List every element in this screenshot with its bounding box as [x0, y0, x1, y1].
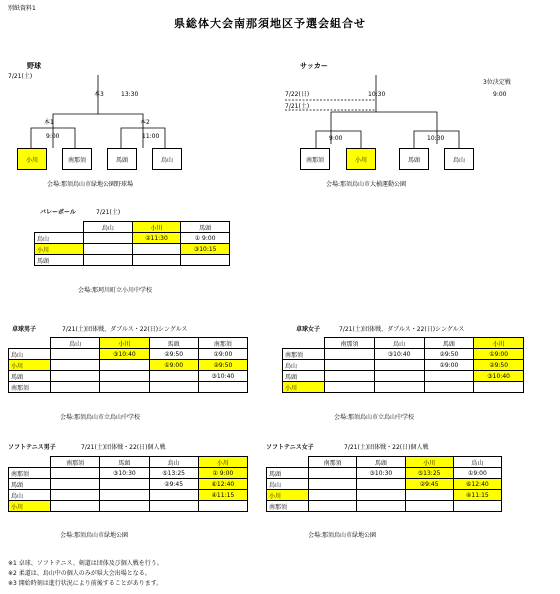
- st-girls-table: [266, 456, 502, 512]
- col-header: 烏山: [453, 457, 501, 468]
- table-cell: [424, 382, 474, 393]
- table-cell: [474, 382, 524, 393]
- col-header: 小川: [405, 457, 453, 468]
- table-cell: [198, 382, 247, 393]
- table-row: [267, 490, 502, 501]
- table-cell: ③10:40: [474, 371, 524, 382]
- note-2: ※2 柔道は、烏山中の個人のみが県大会出場となる。: [8, 570, 151, 577]
- tt-boys-table: [8, 337, 248, 393]
- table-cell: ⑤13:25: [149, 468, 198, 479]
- col-header: 小川: [474, 338, 524, 349]
- table-cell: [325, 349, 375, 360]
- row-header: 馬頭: [9, 479, 51, 490]
- table-cell: ⑥12:40: [198, 479, 247, 490]
- table-cell: [84, 244, 133, 255]
- table-cell: [149, 371, 198, 382]
- tt-girls-info: 7/21(土)団体戦、ダブルス・22(日)シングルス: [339, 326, 465, 333]
- table-row: [35, 233, 230, 244]
- soccer-team: 小川: [346, 148, 376, 170]
- col-header: 烏山: [51, 338, 100, 349]
- table-cell: [357, 479, 405, 490]
- table-row: [267, 468, 502, 479]
- table-cell: [132, 244, 181, 255]
- row-header: 小川: [267, 490, 309, 501]
- soccer-title: サッカー: [300, 62, 328, 70]
- table-row: [283, 349, 524, 360]
- table-cell: [51, 382, 100, 393]
- table-cell: [149, 490, 198, 501]
- row-header: 馬頭: [283, 371, 325, 382]
- table-row: [9, 501, 248, 512]
- row-header: 小川: [9, 501, 51, 512]
- st-girls-info: 7/21(土)団体戦・22(日)個人戦: [344, 444, 429, 451]
- table-cell: ②9:50: [198, 360, 247, 371]
- table-cell: [374, 371, 424, 382]
- table-cell: [51, 371, 100, 382]
- table-cell: [149, 501, 198, 512]
- table-header-row: [9, 457, 248, 468]
- table-corner: [9, 457, 51, 468]
- table-corner: [283, 338, 325, 349]
- table-cell: ① 9:00: [181, 233, 230, 244]
- table-cell: [453, 501, 501, 512]
- table-row: [35, 244, 230, 255]
- table-cell: ②9:50: [424, 349, 474, 360]
- table-row: [9, 382, 248, 393]
- document-ref: 別紙資料1: [8, 5, 36, 12]
- tt-girls-table: [282, 337, 524, 393]
- table-cell: ③10:30: [100, 468, 149, 479]
- table-cell: ①9:00: [453, 468, 501, 479]
- col-header: 南那須: [309, 457, 357, 468]
- table-cell: [374, 382, 424, 393]
- table-header-row: [267, 457, 502, 468]
- row-header: 南那須: [9, 468, 51, 479]
- row-header: 馬頭: [9, 371, 51, 382]
- tt-girls-venue: 会場:那須烏山市立烏山中学校: [334, 414, 415, 421]
- table-cell: [325, 382, 375, 393]
- table-cell: [51, 360, 100, 371]
- col-header: 南那須: [325, 338, 375, 349]
- table-cell: [309, 501, 357, 512]
- col-header: 馬頭: [100, 457, 149, 468]
- st-boys-venue: 会場:那須烏山市緑地公園: [60, 532, 129, 539]
- table-row: [9, 360, 248, 371]
- table-cell: ②9:45: [149, 479, 198, 490]
- volleyball-venue: 会場:那珂川町立小川中学校: [78, 287, 153, 294]
- row-header: 烏山: [283, 360, 325, 371]
- table-cell: ①9:00: [474, 349, 524, 360]
- table-corner: [267, 457, 309, 468]
- baseball-sf1-time: 9:00: [46, 133, 60, 140]
- row-header: 馬頭: [267, 468, 309, 479]
- st-girls-venue: 会場:那須烏山市緑地公園: [308, 532, 377, 539]
- table-cell: [325, 360, 375, 371]
- col-header: 小川: [132, 222, 181, 233]
- volleyball-title: バレーボール: [40, 209, 76, 216]
- tt-boys-info: 7/21(土)団体戦、ダブルス・22(日)シングルス: [62, 326, 188, 333]
- table-cell: [51, 349, 100, 360]
- table-cell: [100, 360, 149, 371]
- baseball-team: 南那須: [62, 148, 92, 170]
- table-row: [9, 490, 248, 501]
- table-header-row: [283, 338, 524, 349]
- table-header-row: [9, 338, 248, 349]
- baseball-venue: 会場:那須烏山市緑地公園野球場: [47, 181, 134, 188]
- table-header-row: [35, 222, 230, 233]
- table-row: [267, 501, 502, 512]
- table-corner: [35, 222, 84, 233]
- table-cell: [132, 255, 181, 266]
- soccer-third-time: 9:00: [493, 91, 507, 98]
- table-cell: [100, 371, 149, 382]
- table-cell: [100, 479, 149, 490]
- soccer-team: 烏山: [444, 148, 474, 170]
- baseball-sf1-court: 本1: [44, 119, 54, 126]
- table-cell: ②9:50: [149, 349, 198, 360]
- table-row: [283, 371, 524, 382]
- row-header: 烏山: [35, 233, 84, 244]
- soccer-venue: 会場:那須烏山市大桶運動公園: [326, 181, 407, 188]
- row-header: 南那須: [267, 501, 309, 512]
- table-row: [283, 360, 524, 371]
- note-3: ※3 開始時刻は進行状況により前後することがあります。: [8, 580, 163, 587]
- table-cell: ③10:40: [374, 349, 424, 360]
- tt-girls-title: 卓球女子: [296, 326, 321, 333]
- col-header: 馬頭: [424, 338, 474, 349]
- table-cell: [357, 490, 405, 501]
- table-row: [9, 468, 248, 479]
- table-cell: [51, 479, 100, 490]
- table-row: [9, 479, 248, 490]
- soccer-team: 馬頭: [399, 148, 429, 170]
- baseball-sf2-court: 本2: [140, 119, 150, 126]
- table-cell: ②9:45: [405, 479, 453, 490]
- col-header: 馬頭: [357, 457, 405, 468]
- table-cell: [374, 360, 424, 371]
- baseball-final-court: 本3: [94, 91, 104, 98]
- col-header: 小川: [198, 457, 247, 468]
- row-header: 南那須: [283, 349, 325, 360]
- col-header: 烏山: [84, 222, 133, 233]
- st-boys-table: [8, 456, 248, 512]
- table-cell: [198, 501, 247, 512]
- tt-boys-venue: 会場:那須烏山市立烏山中学校: [60, 414, 141, 421]
- row-header: 小川: [35, 244, 84, 255]
- col-header: 南那須: [198, 338, 247, 349]
- table-cell: [100, 490, 149, 501]
- col-header: 馬頭: [149, 338, 198, 349]
- row-header: 烏山: [267, 479, 309, 490]
- table-cell: ①9:00: [198, 349, 247, 360]
- soccer-date-1: 7/22(日): [285, 91, 310, 98]
- table-cell: ③10:15: [181, 244, 230, 255]
- table-row: [9, 349, 248, 360]
- table-cell: [84, 255, 133, 266]
- table-cell: [357, 501, 405, 512]
- table-cell: [181, 255, 230, 266]
- table-row: [283, 382, 524, 393]
- table-cell: ①9:00: [149, 360, 198, 371]
- soccer-sf2-time: 10:30: [427, 135, 445, 142]
- st-boys-title: ソフトテニス男子: [8, 444, 56, 451]
- soccer-third-place: 3位決定戦: [483, 79, 511, 86]
- note-1: ※1 卓球、ソフトテニス、剣道は団体及び個人戦を行う。: [8, 560, 163, 567]
- volleyball-date: 7/21(土): [96, 209, 121, 216]
- table-cell: ③10:40: [198, 371, 247, 382]
- st-boys-info: 7/21(土)団体戦・22(日)個人戦: [81, 444, 166, 451]
- table-cell: [309, 479, 357, 490]
- table-cell: [84, 233, 133, 244]
- table-cell: [100, 382, 149, 393]
- page-title: 県総体大会南那須地区予選会組合せ: [174, 17, 366, 30]
- table-cell: ⑤13:25: [405, 468, 453, 479]
- table-cell: [309, 468, 357, 479]
- baseball-team: 小川: [17, 148, 47, 170]
- row-header: 南那須: [9, 382, 51, 393]
- soccer-final-time: 10:30: [368, 91, 386, 98]
- row-header: 小川: [283, 382, 325, 393]
- table-cell: [100, 501, 149, 512]
- table-cell: ①9:00: [424, 360, 474, 371]
- table-cell: [149, 382, 198, 393]
- table-corner: [9, 338, 51, 349]
- table-cell: ⑥12:40: [453, 479, 501, 490]
- volleyball-table: [34, 221, 230, 266]
- col-header: 南那須: [51, 457, 100, 468]
- table-cell: ④11:15: [453, 490, 501, 501]
- soccer-date-2: 7/21(土): [285, 103, 310, 110]
- baseball-team: 烏山: [152, 148, 182, 170]
- table-cell: [51, 468, 100, 479]
- baseball-sf2-time: 11:00: [142, 133, 160, 140]
- row-header: 烏山: [9, 349, 51, 360]
- col-header: 烏山: [149, 457, 198, 468]
- table-cell: [51, 490, 100, 501]
- soccer-team: 南那須: [300, 148, 330, 170]
- table-cell: ④11:15: [198, 490, 247, 501]
- table-cell: ②9:50: [474, 360, 524, 371]
- table-cell: [51, 501, 100, 512]
- table-row: [35, 255, 230, 266]
- row-header: 烏山: [9, 490, 51, 501]
- col-header: 馬頭: [181, 222, 230, 233]
- soccer-sf1-time: 9:00: [329, 135, 343, 142]
- baseball-date: 7/21(土): [8, 73, 33, 80]
- table-cell: ③10:40: [100, 349, 149, 360]
- table-cell: [405, 501, 453, 512]
- row-header: 小川: [9, 360, 51, 371]
- table-cell: [424, 371, 474, 382]
- table-cell: [405, 490, 453, 501]
- table-cell: ②11:30: [132, 233, 181, 244]
- table-cell: ③10:30: [357, 468, 405, 479]
- col-header: 烏山: [374, 338, 424, 349]
- baseball-final-time: 13:30: [121, 91, 139, 98]
- table-cell: [309, 490, 357, 501]
- row-header: 馬頭: [35, 255, 84, 266]
- table-row: [267, 479, 502, 490]
- st-girls-title: ソフトテニス女子: [266, 444, 314, 451]
- table-row: [9, 371, 248, 382]
- table-cell: [325, 371, 375, 382]
- baseball-team: 馬頭: [107, 148, 137, 170]
- table-cell: ① 9:00: [198, 468, 247, 479]
- col-header: 小川: [100, 338, 149, 349]
- tt-boys-title: 卓球男子: [12, 326, 37, 333]
- baseball-title: 野球: [27, 62, 41, 70]
